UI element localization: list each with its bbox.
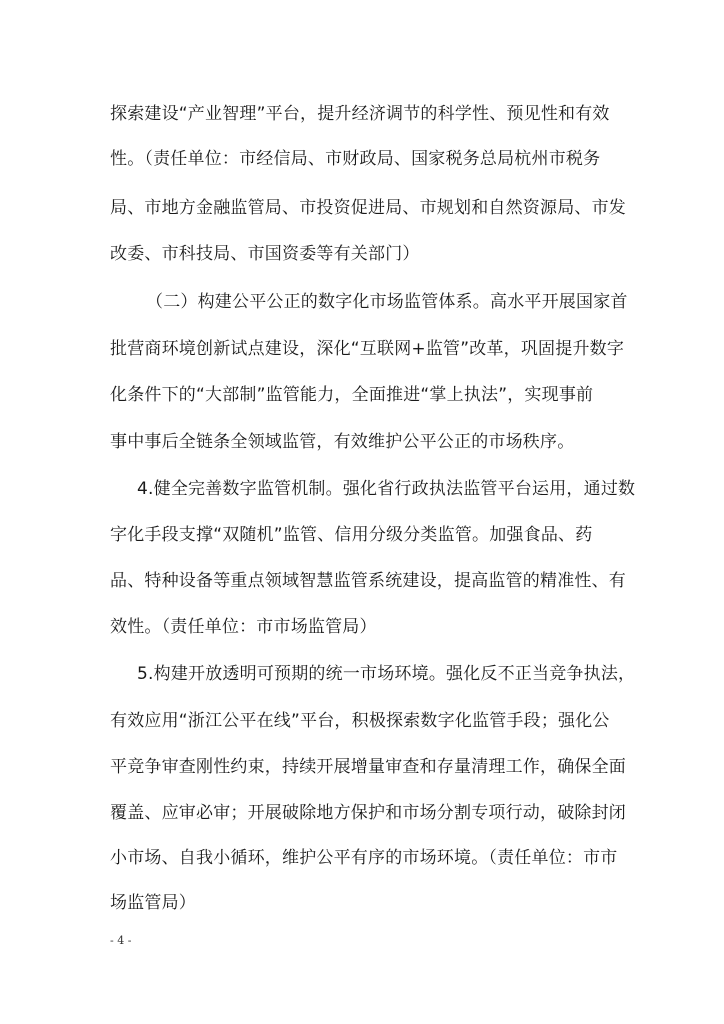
- text-line: 覆盖、应审必审；开展破除地方保护和市场分割专项行动，破除封闭: [110, 803, 626, 823]
- text-line: 平竞争审查刚性约束，持续开展增量审查和存量清理工作，确保全面: [110, 757, 626, 777]
- text-line: 小市场、自我小循环，维护公平有序的市场环境。（责任单位：市市: [110, 848, 618, 868]
- text-line: 性。（责任单位：市经信局、市财政局、国家税务总局杭州市税务: [110, 149, 601, 169]
- text-line: 有效应用“浙江公平在线”平台，积极探索数字化监管手段；强化公: [110, 711, 610, 731]
- text-line: 事中事后全链条全领域监管，有效维护公平公正的市场秩序。: [110, 432, 575, 452]
- text-line: 批营商环境创新试点建设，深化“互联网+监管”改革，巩固提升数字: [110, 339, 625, 359]
- text-line: 探索建设“产业智理”平台，提升经济调节的科学性、预见性和有效: [110, 104, 610, 124]
- page-number: - 4 -: [110, 934, 132, 947]
- text-line: 化条件下的“大部制”监管能力，全面推进“掌上执法”，实现事前: [110, 385, 594, 405]
- text-line: 局、市地方金融监管局、市投资促进局、市规划和自然资源局、市发: [110, 198, 626, 218]
- text-line: 改委、市科技局、市国资委等有关部门）: [110, 244, 420, 264]
- text-line: 品、特种设备等重点领域智慧监管系统建设，提高监管的精准性、有: [110, 571, 626, 591]
- text-line: 字化手段支撑“双随机”监管、信用分级分类监管。加强食品、药: [110, 525, 593, 545]
- text-line: 效性。（责任单位：市市场监管局）: [110, 617, 377, 637]
- item-heading-line: 4.健全完善数字监管机制。强化省行政执法监管平台运用，通过数: [137, 479, 636, 499]
- item-heading-line: 5.构建开放透明可预期的统一市场环境。强化反不正当竞争执法，: [137, 664, 636, 684]
- text-line: 场监管局）: [110, 893, 196, 913]
- section-heading-line: （二）构建公平公正的数字化市场监管体系。高水平开展国家首: [146, 292, 628, 312]
